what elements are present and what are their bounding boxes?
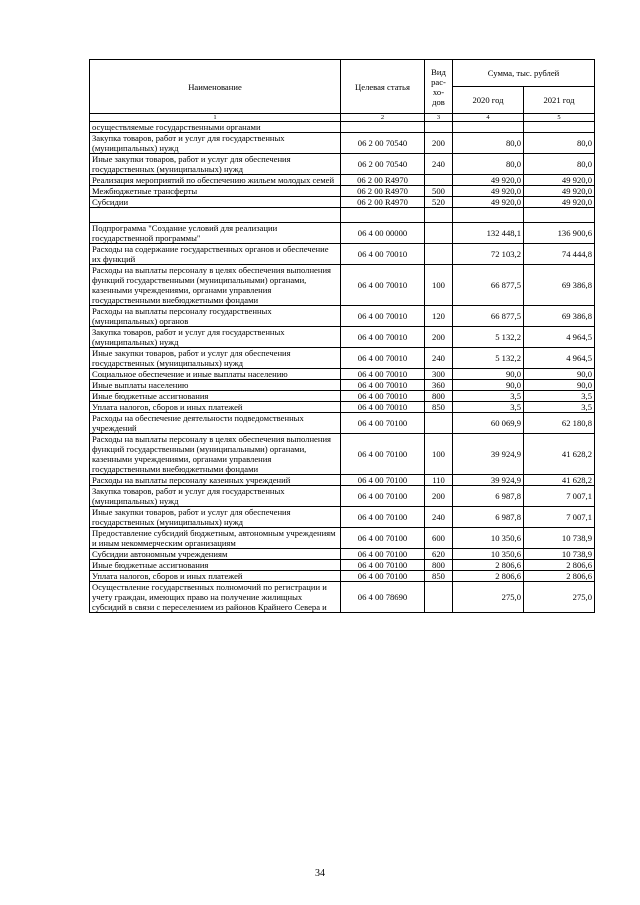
row-vid-cell: 240 [425, 507, 453, 528]
table-row [90, 413, 595, 434]
row-vid-cell [425, 582, 453, 613]
row-2020-value: 80,0 [453, 154, 524, 175]
table-row [90, 560, 595, 571]
row-2020-value: 72 103,2 [453, 244, 524, 265]
row-code-cell: 06 4 00 70010 [341, 244, 425, 265]
row-vid-cell: 240 [425, 348, 453, 369]
row-2020-value: 5 132,2 [453, 327, 524, 348]
row-name-cell: Расходы на выплаты персоналу в целях обеспечения выполнения функций государственными (муниципальными) органами, казенными учреждениями, органами управления государственными внебюджетными фондами [90, 434, 341, 475]
row-vid-cell: 850 [425, 402, 453, 413]
row-code-cell: 06 2 00 R4970 [341, 186, 425, 197]
row-vid-cell: 110 [425, 475, 453, 486]
row-2021-value: 10 738,9 [524, 528, 595, 549]
row-code-cell: 06 4 00 70010 [341, 391, 425, 402]
row-2021-value: 136 900,6 [524, 223, 595, 244]
row-2021-value: 4 964,5 [524, 327, 595, 348]
table-row [90, 154, 595, 175]
row-name-cell: Уплата налогов, сборов и иных платежей [90, 571, 341, 582]
row-vid-cell: 800 [425, 391, 453, 402]
table-row [90, 265, 595, 306]
table-row [90, 306, 595, 327]
row-2021-value: 4 964,5 [524, 348, 595, 369]
table-row [90, 327, 595, 348]
row-2020-value: 5 132,2 [453, 348, 524, 369]
table-row [90, 197, 595, 208]
table-row [90, 175, 595, 186]
row-vid-cell: 100 [425, 434, 453, 475]
row-vid-cell: 520 [425, 197, 453, 208]
row-2020-value: 10 350,6 [453, 549, 524, 560]
table-row [90, 486, 595, 507]
table-row [90, 133, 595, 154]
table-row [90, 475, 595, 486]
row-2021-value: 49 920,0 [524, 175, 595, 186]
row-vid-cell: 120 [425, 306, 453, 327]
row-code-cell: 06 4 00 70010 [341, 369, 425, 380]
table-row [90, 528, 595, 549]
row-2020-value: 2 806,6 [453, 560, 524, 571]
header-code: Целевая статья [341, 60, 425, 114]
row-name-cell: Иные закупки товаров, работ и услуг для обеспечения государственных (муниципальных) нужд [90, 154, 341, 175]
row-code-cell: 06 4 00 78690 [341, 582, 425, 613]
row-2021-value: 7 007,1 [524, 507, 595, 528]
row-2021-value: 69 386,8 [524, 265, 595, 306]
empty-cell [341, 208, 425, 223]
row-vid-cell: 500 [425, 186, 453, 197]
row-code-cell: 06 4 00 70100 [341, 528, 425, 549]
row-vid-cell [425, 122, 453, 133]
row-vid-cell [425, 175, 453, 186]
header-year-2021: 2021 год [524, 87, 595, 114]
row-name-cell: Предоставление субсидий бюджетным, автономным учреждениям и иным некоммерческим организациям [90, 528, 341, 549]
row-2020-value: 2 806,6 [453, 571, 524, 582]
row-2021-value: 80,0 [524, 154, 595, 175]
row-vid-cell: 240 [425, 154, 453, 175]
row-name-cell: Уплата налогов, сборов и иных платежей [90, 402, 341, 413]
table-row [90, 582, 595, 613]
row-name-cell: Иные бюджетные ассигнования [90, 391, 341, 402]
header-vid: Вид рас-хо-дов [425, 60, 453, 114]
row-vid-cell: 360 [425, 380, 453, 391]
row-vid-cell: 200 [425, 486, 453, 507]
column-index: 5 [524, 114, 595, 122]
row-vid-cell: 200 [425, 327, 453, 348]
header-sum: Сумма, тыс. рублей [453, 60, 595, 87]
row-name-cell: Иные закупки товаров, работ и услуг для обеспечения государственных (муниципальных) нужд [90, 348, 341, 369]
table-row [90, 380, 595, 391]
row-name-cell: Субсидии автономным учреждениям [90, 549, 341, 560]
row-2021-value: 49 920,0 [524, 186, 595, 197]
row-2020-value: 39 924,9 [453, 434, 524, 475]
row-2021-value: 90,0 [524, 380, 595, 391]
row-code-cell: 06 4 00 70100 [341, 549, 425, 560]
row-code-cell: 06 2 00 70540 [341, 133, 425, 154]
row-2020-value: 90,0 [453, 369, 524, 380]
table-row [90, 549, 595, 560]
row-2020-value: 90,0 [453, 380, 524, 391]
table-row [90, 244, 595, 265]
row-2020-value: 3,5 [453, 402, 524, 413]
table-row [90, 122, 595, 133]
row-name-cell: Иные закупки товаров, работ и услуг для обеспечения государственных (муниципальных) нужд [90, 507, 341, 528]
row-code-cell: 06 4 00 70010 [341, 380, 425, 391]
row-2021-value: 7 007,1 [524, 486, 595, 507]
row-name-cell: Субсидии [90, 197, 341, 208]
row-vid-cell [425, 223, 453, 244]
table-row [90, 348, 595, 369]
row-code-cell: 06 4 00 70010 [341, 348, 425, 369]
row-2020-value: 10 350,6 [453, 528, 524, 549]
row-2021-value: 2 806,6 [524, 560, 595, 571]
row-code-cell: 06 4 00 70010 [341, 402, 425, 413]
row-code-cell: 06 2 00 R4970 [341, 197, 425, 208]
row-code-cell: 06 4 00 70010 [341, 306, 425, 327]
row-code-cell: 06 4 00 70100 [341, 413, 425, 434]
column-index: 4 [453, 114, 524, 122]
row-2021-value: 62 180,8 [524, 413, 595, 434]
row-name-cell: Расходы на обеспечение деятельности подведомственных учреждений [90, 413, 341, 434]
row-2021-value: 74 444,8 [524, 244, 595, 265]
row-2020-value: 80,0 [453, 133, 524, 154]
row-2020-value: 132 448,1 [453, 223, 524, 244]
row-name-cell: Реализация мероприятий по обеспечению жильем молодых семей [90, 175, 341, 186]
row-2021-value [524, 122, 595, 133]
table-row [90, 208, 595, 223]
row-name-cell: Расходы на содержание государственных органов и обеспечение их функций [90, 244, 341, 265]
row-2021-value: 69 386,8 [524, 306, 595, 327]
row-code-cell: 06 4 00 70100 [341, 571, 425, 582]
row-2020-value: 49 920,0 [453, 175, 524, 186]
row-2021-value: 275,0 [524, 582, 595, 613]
row-name-cell: осуществляемые государственными органами [90, 122, 341, 133]
empty-cell [90, 208, 341, 223]
column-index: 3 [425, 114, 453, 122]
table-body [90, 122, 595, 613]
row-vid-cell [425, 244, 453, 265]
row-code-cell: 06 4 00 70100 [341, 475, 425, 486]
table-row [90, 571, 595, 582]
row-vid-cell: 800 [425, 560, 453, 571]
row-2021-value: 3,5 [524, 391, 595, 402]
row-name-cell: Межбюджетные трансферты [90, 186, 341, 197]
empty-cell [524, 208, 595, 223]
row-2021-value: 90,0 [524, 369, 595, 380]
header-name: Наименование [90, 60, 341, 114]
column-index: 1 [90, 114, 341, 122]
table-row [90, 402, 595, 413]
row-code-cell: 06 4 00 70100 [341, 507, 425, 528]
empty-cell [425, 208, 453, 223]
page-number: 34 [315, 868, 325, 879]
row-name-cell: Иные выплаты населению [90, 380, 341, 391]
row-name-cell: Закупка товаров, работ и услуг для государственных (муниципальных) нужд [90, 486, 341, 507]
row-name-cell: Иные бюджетные ассигнования [90, 560, 341, 571]
row-2020-value: 49 920,0 [453, 186, 524, 197]
row-2021-value: 3,5 [524, 402, 595, 413]
column-index-row [90, 114, 595, 122]
table-row [90, 369, 595, 380]
row-vid-cell: 200 [425, 133, 453, 154]
row-2020-value: 275,0 [453, 582, 524, 613]
row-name-cell: Осуществление государственных полномочий по регистрации и учету граждан, имеющих право на получение жилищных субсидий в связи с переселением из районов Крайнего Севера и [90, 582, 341, 613]
row-code-cell: 06 4 00 70100 [341, 486, 425, 507]
row-name-cell: Подпрограмма "Создание условий для реализации государственной программы" [90, 223, 341, 244]
table-row [90, 434, 595, 475]
header-row [90, 60, 595, 87]
row-2021-value: 10 738,9 [524, 549, 595, 560]
row-2020-value: 3,5 [453, 391, 524, 402]
table-row [90, 507, 595, 528]
budget-table [89, 59, 595, 613]
row-2020-value: 66 877,5 [453, 306, 524, 327]
row-code-cell: 06 2 00 R4970 [341, 175, 425, 186]
row-vid-cell [425, 413, 453, 434]
row-code-cell: 06 4 00 70010 [341, 265, 425, 306]
row-2020-value: 49 920,0 [453, 197, 524, 208]
row-name-cell: Расходы на выплаты персоналу казенных учреждений [90, 475, 341, 486]
column-index: 2 [341, 114, 425, 122]
row-2020-value: 66 877,5 [453, 265, 524, 306]
row-name-cell: Расходы на выплаты персоналу государственных (муниципальных) органов [90, 306, 341, 327]
row-name-cell: Расходы на выплаты персоналу в целях обеспечения выполнения функций государственными (муниципальными) органами, казенными учреждениями, органами управления государственными внебюджетными фондами [90, 265, 341, 306]
row-code-cell: 06 4 00 70010 [341, 327, 425, 348]
empty-cell [453, 208, 524, 223]
row-2021-value: 49 920,0 [524, 197, 595, 208]
row-name-cell: Социальное обеспечение и иные выплаты населению [90, 369, 341, 380]
row-2021-value: 2 806,6 [524, 571, 595, 582]
table-row [90, 186, 595, 197]
row-code-cell: 06 4 00 70100 [341, 434, 425, 475]
row-2020-value: 39 924,9 [453, 475, 524, 486]
row-vid-cell: 300 [425, 369, 453, 380]
row-2020-value: 60 069,9 [453, 413, 524, 434]
row-code-cell: 06 4 00 70100 [341, 560, 425, 571]
row-2021-value: 41 628,2 [524, 475, 595, 486]
row-code-cell: 06 2 00 70540 [341, 154, 425, 175]
row-2020-value [453, 122, 524, 133]
row-vid-cell: 620 [425, 549, 453, 560]
row-vid-cell: 850 [425, 571, 453, 582]
row-2021-value: 41 628,2 [524, 434, 595, 475]
table-row [90, 223, 595, 244]
row-2020-value: 6 987,8 [453, 507, 524, 528]
row-code-cell: 06 4 00 00000 [341, 223, 425, 244]
row-vid-cell: 600 [425, 528, 453, 549]
row-2020-value: 6 987,8 [453, 486, 524, 507]
table-row [90, 391, 595, 402]
row-2021-value: 80,0 [524, 133, 595, 154]
header-year-2020: 2020 год [453, 87, 524, 114]
row-name-cell: Закупка товаров, работ и услуг для государственных (муниципальных) нужд [90, 327, 341, 348]
row-vid-cell: 100 [425, 265, 453, 306]
row-code-cell [341, 122, 425, 133]
row-name-cell: Закупка товаров, работ и услуг для государственных (муниципальных) нужд [90, 133, 341, 154]
